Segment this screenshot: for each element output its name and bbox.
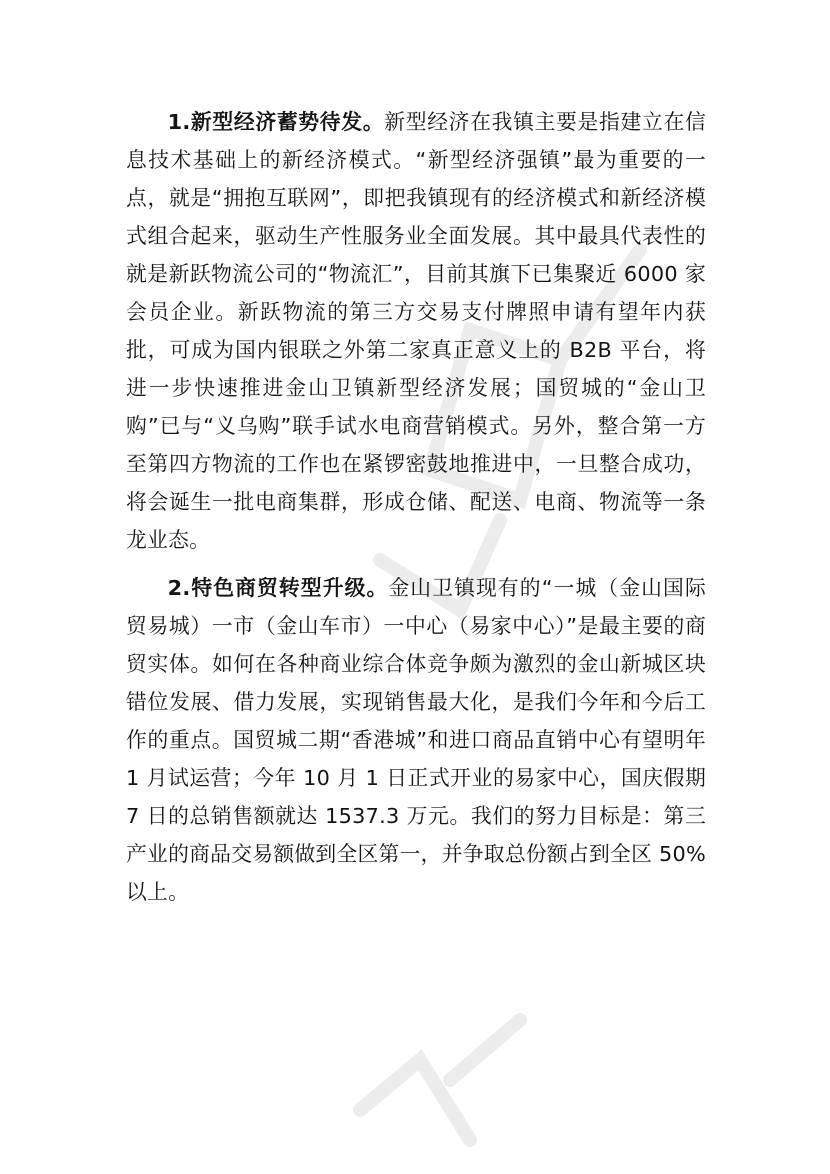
paragraph-text: 新型经济在我镇主要是指建立在信息技术基础上的新经济模式。“新型经济强镇”最为重要的一点，就是“拥抱互联网”，即把我镇现有的经济模式和新经济模式组合起来，驱动生产性服务业全面发展。其中最具代表性的就是新跃物流公司的“物流汇”，目前其旗下已集聚近 6000 家会员企业。新跃物流的第三方交易支付牌照申请有望年内获批，可成为国内银联之外第二家真正意义上的 B2B 平台，将进一步快速推进金山卫镇新型经济发展；国贸城的“金山卫购”已与“义乌购”联手试水电商营销模式。另外，整合第一方至第四方物流的工作也在紧锣密鼓地推进中，一旦整合成功，将会诞生一批电商集群，形成仓储、配送、电商、物流等一条龙业态。 [126, 110, 707, 552]
paragraph-heading: 1.新型经济蓄势待发。 [167, 110, 385, 134]
document-body [126, 103, 706, 921]
paragraph-new-economy [126, 103, 706, 559]
paragraph-text: 金山卫镇现有的“一城（金山国际贸易城）一市（金山车市）一中心（易家中心）”是最主要的商贸实体。如何在各种商业综合体竞争颇为激烈的金山新城区块错位发展、借力发展，实现销售最大化，是我们今年和今后工作的重点。国贸城二期“香港城”和进口商品直销中心有望明年 1 月试运营；今年 10 月 1 日正式开业的易家中心，国庆假期 7 日的总销售额就达 1537.3 万元。我们的努力目标是：第三产业的商品交易额做到全区第一，并争取总份额占到全区 50%以上。 [126, 576, 707, 904]
paragraph-commerce-upgrade [126, 569, 706, 911]
paragraph-heading: 2.特色商贸转型升级。 [167, 576, 389, 600]
